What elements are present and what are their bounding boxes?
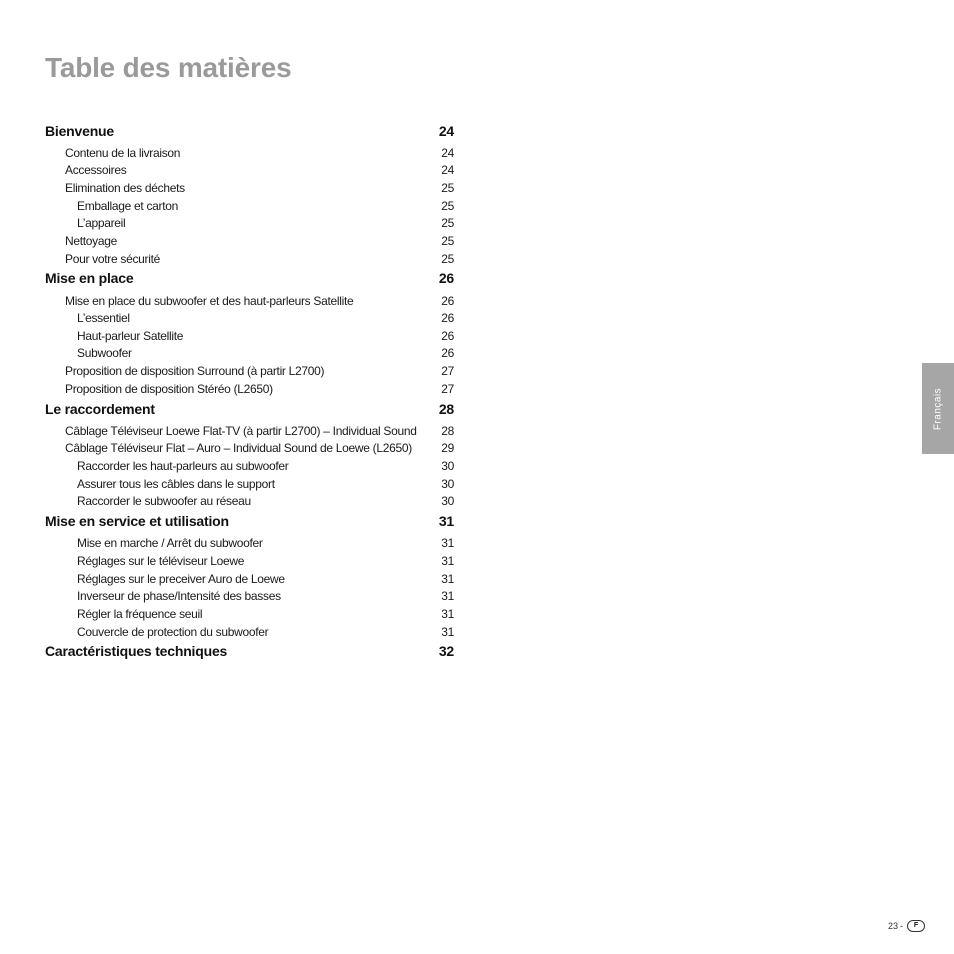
toc-entry-label: Mise en marche / Arrêt du subwoofer [77, 536, 263, 550]
toc-entry[interactable] [45, 625, 454, 639]
toc-entry[interactable] [45, 607, 454, 621]
page-number: 23 [888, 921, 899, 931]
toc-entry[interactable] [45, 252, 454, 266]
toc-entry-page: 26 [441, 329, 454, 343]
toc-entry[interactable] [45, 459, 454, 473]
toc-entry-label: Câblage Téléviseur Flat – Auro – Individual Sound de Loewe (L2650) [65, 441, 412, 455]
toc-entry[interactable] [45, 382, 454, 396]
toc-entry-label: Accessoires [65, 163, 127, 177]
toc-entry-label: Emballage et carton [77, 199, 179, 213]
toc-entry-label: Couvercle de protection du subwoofer [77, 625, 269, 639]
toc-entry-label: Subwoofer [77, 346, 132, 360]
toc-entry[interactable] [45, 536, 454, 550]
toc-entry-page: 31 [441, 607, 454, 621]
toc-entry-page: 31 [441, 536, 454, 550]
toc-entry-page: 27 [441, 382, 454, 396]
toc-entry[interactable] [45, 589, 454, 603]
toc-entry-page: 25 [441, 199, 454, 213]
toc-entry-label: Câblage Téléviseur Loewe Flat-TV (à partir L2700) – Individual Sound [65, 424, 417, 438]
toc-entry-label: Nettoyage [65, 234, 118, 248]
toc-entry-page: 24 [441, 163, 454, 177]
language-side-tab [922, 363, 954, 454]
toc-entry-page: 31 [441, 572, 454, 586]
language-side-tab-label: Français [932, 387, 944, 431]
toc-entry[interactable] [45, 146, 454, 160]
toc-entry-page: 26 [438, 270, 454, 286]
toc-entry-label: L’essentiel [77, 311, 130, 325]
toc-entry-label: Elimination des déchets [65, 181, 185, 195]
toc-entry[interactable] [45, 181, 454, 195]
toc-entry-label: Proposition de disposition Surround (à partir L2700) [65, 364, 325, 378]
toc-entry[interactable] [45, 216, 454, 230]
toc-entry-page: 24 [441, 146, 454, 160]
toc-entry[interactable] [45, 441, 454, 455]
toc-entry-label: Réglages sur le preceiver Auro de Loewe [77, 572, 285, 586]
toc-entry-label: Raccorder les haut-parleurs au subwoofer [77, 459, 289, 473]
toc-entry-label: Caractéristiques techniques [45, 643, 228, 659]
toc-entry-page: 26 [441, 294, 454, 308]
toc-entry[interactable] [45, 494, 454, 508]
toc-entry[interactable] [45, 163, 454, 177]
toc-entry-page: 31 [438, 513, 454, 529]
toc-entry[interactable] [45, 554, 454, 568]
toc-entry-label: Raccorder le subwoofer au réseau [77, 494, 251, 508]
toc-entry-label: Réglages sur le téléviseur Loewe [77, 554, 245, 568]
toc-entry-label: Mise en place du subwoofer et des haut-parleurs Satellite [65, 294, 354, 308]
toc-entry-page: 26 [441, 346, 454, 360]
toc-entry-label: Régler la fréquence seuil [77, 607, 203, 621]
toc-entry[interactable] [45, 424, 454, 438]
toc-entry[interactable] [45, 311, 454, 325]
toc-entry-page: 29 [441, 441, 454, 455]
toc-entry-label: Inverseur de phase/Intensité des basses [77, 589, 281, 603]
language-badge-icon: F [907, 920, 925, 932]
toc-entry-page: 26 [441, 311, 454, 325]
toc-entry-page: 30 [441, 459, 454, 473]
toc-entry-page: 25 [441, 252, 454, 266]
toc-entry-label: L’appareil [77, 216, 126, 230]
toc-section-le-raccordement[interactable] [45, 401, 454, 417]
toc-entry-page: 25 [441, 216, 454, 230]
toc-entry-page: 25 [441, 181, 454, 195]
page-footer [888, 920, 925, 932]
toc-section-mise-en-place[interactable] [45, 270, 454, 286]
toc-entry-label: Pour votre sécurité [65, 252, 161, 266]
toc-entry-page: 30 [441, 477, 454, 491]
toc-entry[interactable] [45, 346, 454, 360]
toc-entry-label: Proposition de disposition Stéréo (L2650) [65, 382, 273, 396]
page-number-separator: - [900, 921, 904, 931]
toc-entry-label: Mise en service et utilisation [45, 513, 229, 529]
toc-entry[interactable] [45, 364, 454, 378]
toc-entry-page: 27 [441, 364, 454, 378]
toc-entry-page: 25 [441, 234, 454, 248]
toc-entry[interactable] [45, 329, 454, 343]
toc-entry[interactable] [45, 477, 454, 491]
toc-entry-page: 32 [438, 643, 454, 659]
toc-entry-page: 28 [441, 424, 454, 438]
page-title: Table des matières [45, 52, 292, 83]
toc-entry-label: Haut-parleur Satellite [77, 329, 184, 343]
toc-entry-label: Le raccordement [45, 401, 155, 417]
toc-entry-page: 24 [438, 123, 454, 139]
toc-entry-page: 28 [438, 401, 454, 417]
toc-entry-page: 31 [441, 589, 454, 603]
toc-entry-page: 31 [441, 625, 454, 639]
toc-entry-page: 31 [441, 554, 454, 568]
toc-entry-page: 30 [441, 494, 454, 508]
toc-entry-label: Mise en place [45, 270, 134, 286]
toc-entry[interactable] [45, 199, 454, 213]
toc-section-bienvenue[interactable] [45, 123, 454, 139]
toc-entry[interactable] [45, 294, 454, 308]
toc-entry-label: Contenu de la livraison [65, 146, 181, 160]
toc-section-mise-en-service[interactable] [45, 513, 454, 529]
toc-entry[interactable] [45, 572, 454, 586]
toc-entry-label: Bienvenue [45, 123, 114, 139]
toc-section-caracteristiques[interactable] [45, 643, 454, 659]
toc-entry[interactable] [45, 234, 454, 248]
toc-entry-label: Assurer tous les câbles dans le support [77, 477, 275, 491]
